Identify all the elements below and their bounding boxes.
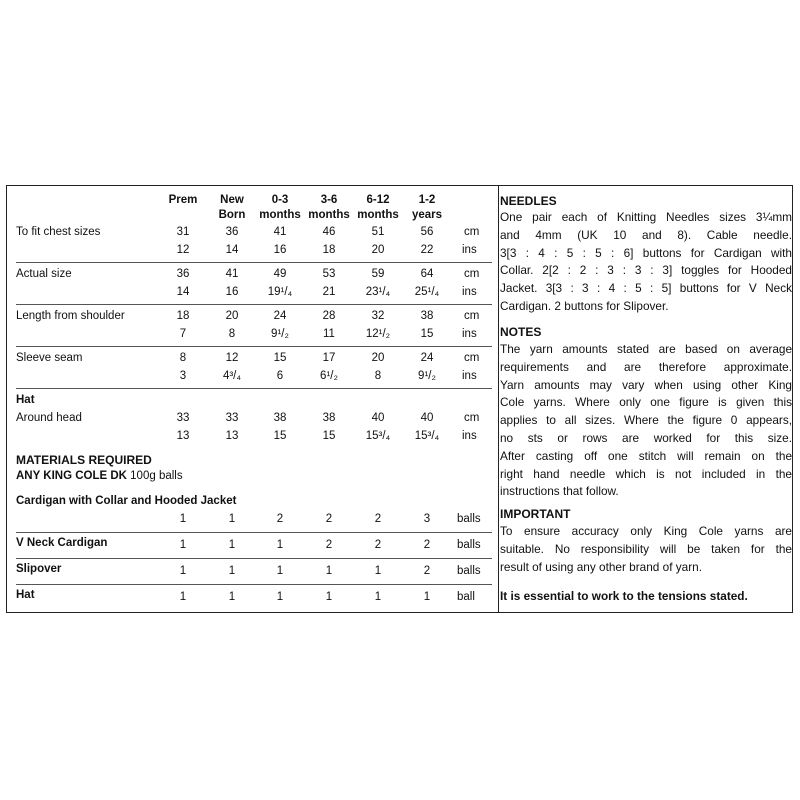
notes-line: After casting off one stitch will remain on the [500,448,792,463]
ins-value: 14 [225,244,239,256]
notes-line: instructions that follow. [500,484,619,499]
ball-count: 1 [374,591,382,603]
cm-value: 24 [273,310,287,322]
ball-count: 1 [228,565,236,577]
needles-line: 3[3 : 4 : 5 : 5 : 6] buttons for Cardigan with [500,245,792,260]
yarn-line [16,470,183,482]
ins-unit: ins [462,430,477,442]
ins-value: 23¹/₄ [365,286,391,298]
cm-unit: cm [464,352,480,364]
size-header [397,193,457,223]
ball-count: 2 [374,513,382,525]
ins-value: 4³/₄ [222,370,242,382]
cm-value: 40 [420,412,434,424]
ins-value: 8 [374,370,382,382]
ball-count: 1 [276,539,284,551]
needles-line: Cardigan. 2 buttons for Slipover. [500,298,669,313]
ins-value: 22 [420,244,434,256]
ins-value: 16 [225,286,239,298]
ball-unit: balls [457,539,481,551]
ins-value: 18 [322,244,336,256]
tension-warning: It is essential to work to the tensions stated. [500,589,748,603]
ball-unit: balls [457,513,481,525]
cm-value: 28 [322,310,336,322]
cm-value: 38 [273,412,287,424]
size-header-line2: months [357,209,399,221]
row-separator [16,388,492,389]
cm-value: 24 [420,352,434,364]
ins-value: 14 [176,286,190,298]
size-header-line1: New [220,194,244,206]
ins-value: 20 [371,244,385,256]
cm-value: 41 [225,268,239,280]
size-header-line1: 0-3 [271,194,289,206]
hat-section-title: Hat [16,394,35,406]
cm-value: 64 [420,268,434,280]
measurement-label: Sleeve seam [16,352,83,364]
measurement-label: Around head [16,412,82,424]
ins-value: 15³/₄ [365,430,391,442]
size-header-line2: Born [218,209,246,221]
ball-count: 1 [276,565,284,577]
cm-unit: cm [464,226,480,238]
size-header-line1: 3-6 [320,194,338,206]
important-line: result of using any other brand of yarn. [500,559,702,574]
needles-line: and 4mm (UK 10 and 8). Cable needle. [500,227,792,242]
cm-value: 32 [371,310,385,322]
ins-value: 9¹/₂ [271,328,289,340]
row-separator [16,262,492,263]
yarn-ball-size: 100g balls [126,470,183,482]
ball-count: 1 [179,591,187,603]
ins-value: 16 [273,244,287,256]
cm-value: 20 [371,352,385,364]
ins-value: 6 [276,370,284,382]
cm-value: 36 [176,268,190,280]
ball-count: 2 [374,539,382,551]
ball-count: 2 [325,513,333,525]
size-header-line2: months [308,209,350,221]
important-text [500,523,792,576]
cm-unit: cm [464,268,480,280]
materials-item-label: Slipover [16,563,62,575]
notes-line: applies to all sizes. Where the figure 0 appears, [500,413,792,428]
cm-value: 40 [371,412,385,424]
measurement-label: Length from shoulder [16,310,125,322]
cm-unit: cm [464,412,480,424]
measurement-label: To fit chest sizes [16,226,101,238]
cm-value: 49 [273,268,287,280]
ball-count: 1 [423,591,431,603]
cm-value: 31 [176,226,190,238]
cm-value: 33 [225,412,239,424]
ball-count: 1 [179,513,187,525]
materials-item-label: V Neck Cardigan [16,537,108,549]
ball-unit: ball [457,591,475,603]
cm-value: 51 [371,226,385,238]
ins-value: 7 [179,328,187,340]
ins-value: 15 [273,430,287,442]
materials-title: MATERIALS REQUIRED [16,453,152,467]
ins-unit: ins [462,328,477,340]
row-separator [16,346,492,347]
ins-value: 12¹/₂ [365,328,391,340]
ball-count: 1 [325,565,333,577]
ball-count: 1 [325,591,333,603]
needles-line: Collar. 2[2 : 2 : 3 : 3 : 3] toggles for Hooded [500,263,792,278]
cm-unit: cm [464,310,480,322]
cm-value: 15 [273,352,287,364]
ins-value: 25¹/₄ [414,286,440,298]
needles-title: NEEDLES [500,194,557,208]
ins-value: 15 [420,328,434,340]
ball-unit: balls [457,565,481,577]
cm-value: 59 [371,268,385,280]
size-header-line1: 6-12 [366,194,390,206]
size-header-line2: years [411,209,443,221]
ins-value: 19¹/₄ [267,286,293,298]
cm-value: 38 [322,412,336,424]
cm-value: 38 [420,310,434,322]
notes-line: no sts or rows are worked for this size. [500,430,792,445]
ball-count: 1 [228,539,236,551]
notes-text [500,341,792,501]
ball-count: 2 [325,539,333,551]
size-header-line1: 1-2 [418,194,436,206]
ball-count: 1 [179,565,187,577]
column-divider [498,186,499,612]
ball-count: 1 [276,591,284,603]
cm-value: 33 [176,412,190,424]
row-separator [16,584,492,585]
notes-line: Yarn amounts may vary when using other King [500,377,792,392]
cm-value: 56 [420,226,434,238]
notes-line: The yarn amounts stated are based on average [500,342,792,356]
cm-value: 36 [225,226,239,238]
ball-count: 2 [276,513,284,525]
row-separator [16,304,492,305]
ball-count: 2 [423,565,431,577]
ins-unit: ins [462,370,477,382]
ins-unit: ins [462,244,477,256]
ins-value: 9¹/₂ [418,370,436,382]
notes-title: NOTES [500,325,542,339]
ins-value: 13 [176,430,190,442]
cm-value: 8 [179,352,187,364]
ins-value: 15³/₄ [414,430,440,442]
ball-count: 1 [228,591,236,603]
ins-value: 3 [179,370,187,382]
notes-line: requirements and are therefore approximate. [500,359,792,374]
ball-count: 1 [228,513,236,525]
notes-line: Cole yarns. Where only one figure is given this [500,395,792,410]
materials-item-label: Cardigan with Collar and Hooded Jacket [16,495,237,507]
cm-value: 41 [273,226,287,238]
yarn-name: ANY KING COLE DK [16,470,127,482]
row-separator [16,558,492,559]
size-header-line1: Prem [168,194,198,206]
ball-count: 3 [423,513,431,525]
cm-value: 20 [225,310,239,322]
ins-unit: ins [462,286,477,298]
cm-value: 18 [176,310,190,322]
needles-text [500,209,792,316]
cm-value: 53 [322,268,336,280]
ins-value: 11 [323,328,335,340]
measurement-label: Actual size [16,268,72,280]
pattern-info-card [6,185,793,613]
ball-count: 1 [374,565,382,577]
needles-line: One pair each of Knitting Needles sizes 3¼mm [500,210,792,224]
needles-line: Jacket. 3[3 : 3 : 4 : 5 : 5] buttons for V Neck [500,281,792,296]
ins-value: 15 [322,430,336,442]
materials-item-label: Hat [16,589,35,601]
important-line: suitable. No responsibility will be taken for the [500,541,792,556]
cm-value: 12 [225,352,239,364]
ins-value: 6¹/₂ [320,370,338,382]
notes-line: right hand needle which is not included in the [500,466,792,481]
ball-count: 1 [179,539,187,551]
cm-value: 17 [322,352,336,364]
row-separator [16,532,492,533]
ins-value: 21 [322,286,336,298]
ball-count: 2 [423,539,431,551]
ins-value: 13 [225,430,239,442]
size-header-line2: months [259,209,301,221]
important-line: To ensure accuracy only King Cole yarns are [500,524,792,538]
important-title: IMPORTANT [500,507,571,521]
cm-value: 46 [322,226,336,238]
ins-value: 8 [228,328,236,340]
ins-value: 12 [176,244,190,256]
